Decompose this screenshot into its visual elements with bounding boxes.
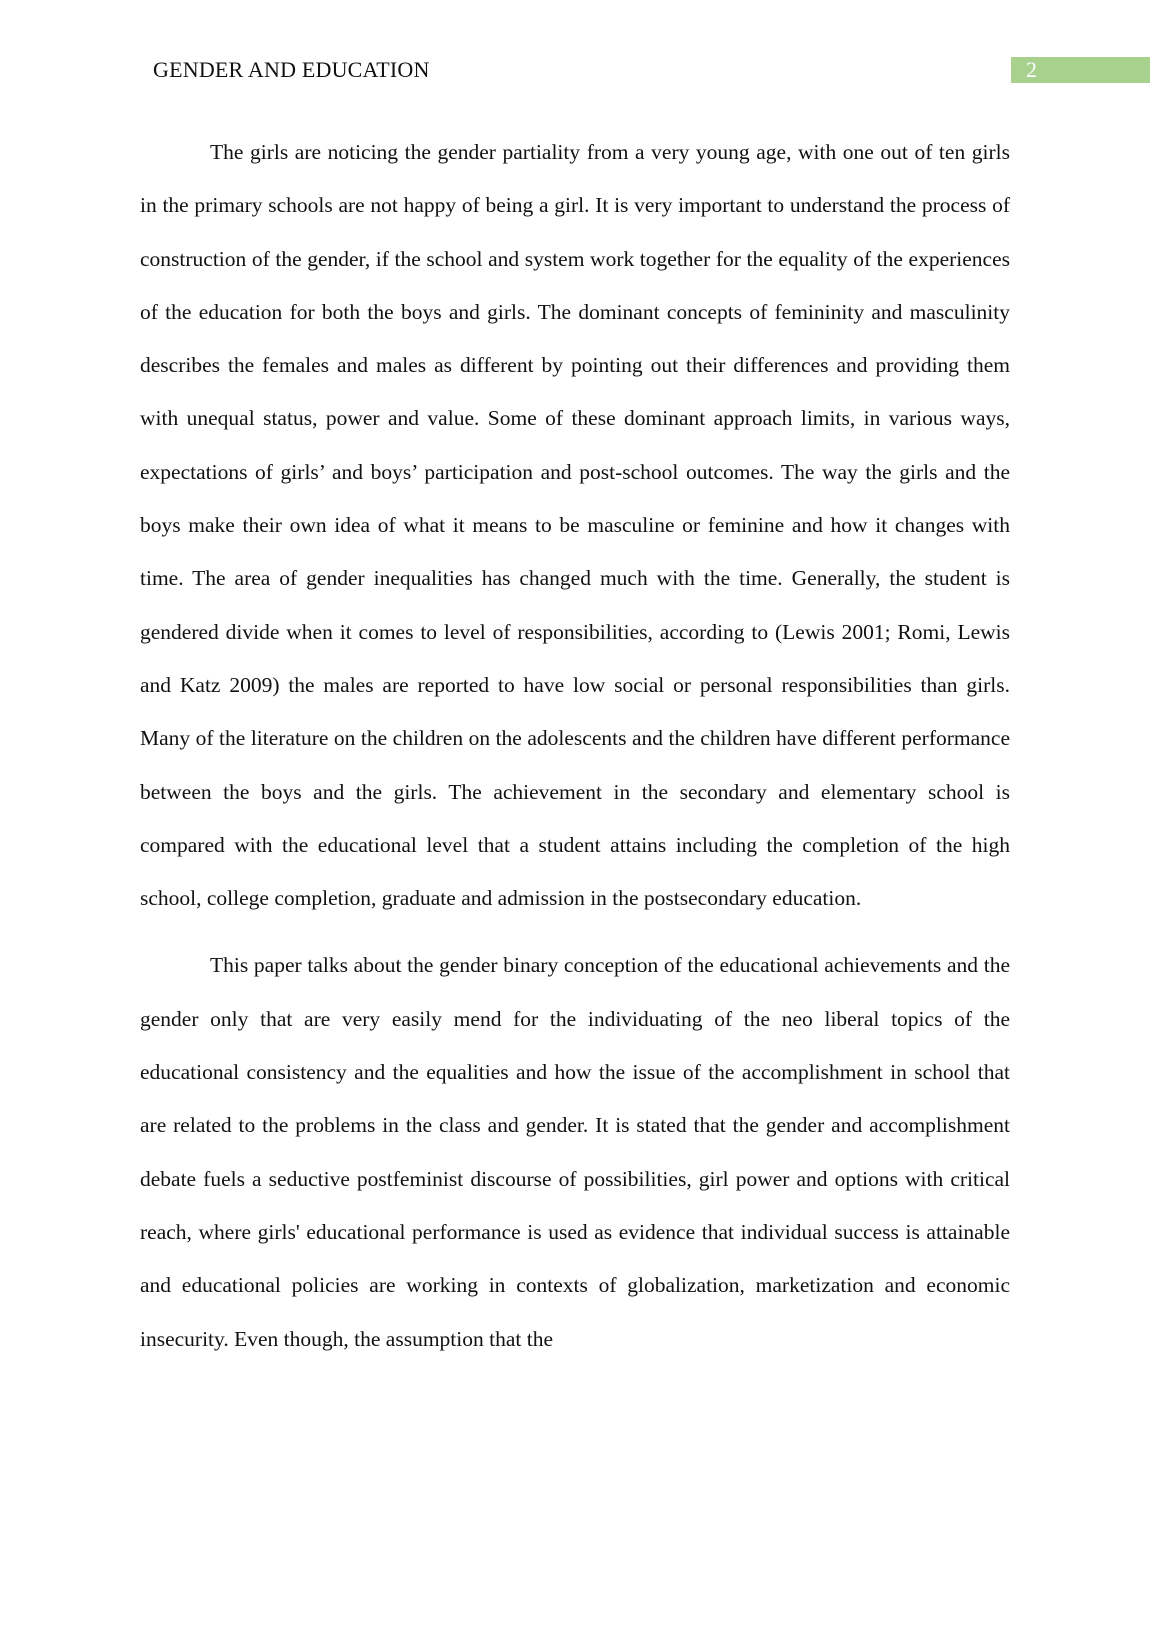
page-number: 2 bbox=[1011, 57, 1150, 83]
running-head: GENDER AND EDUCATION bbox=[153, 57, 430, 82]
body-text bbox=[140, 126, 1010, 1366]
paragraph: This paper talks about the gender binary conception of the educational achievements and the gender only that are very easily mend for the individuating of the neo liberal topics of the educational consistency and the equalities and how the issue of the accomplishment in school that are related to the problems in the class and gender. It is stated that the gender and accomplishment debate fuels a seductive postfeminist discourse of possibilities, girl power and options with critical reach, where girls' educational performance is used as evidence that individual success is attainable and educational policies are working in contexts of globalization, marketization and economic insecurity. Even though, the assumption that the bbox=[140, 953, 1010, 1351]
paragraph: The girls are noticing the gender partiality from a very young age, with one out of ten girls in the primary schools are not happy of being a girl. It is very important to understand the process of construction of the gender, if the school and system work together for the equality of the experiences of the education for both the boys and girls. The dominant concepts of femininity and masculinity describes the females and males as different by pointing out their differences and providing them with unequal status, power and value. Some of these dominant approach limits, in various ways, expectations of girls’ and boys’ participation and post-school outcomes. The way the girls and the boys make their own idea of what it means to be masculine or feminine and how it changes with time. The area of gender inequalities has changed much with the time. Generally, the student is gendered divide when it comes to level of responsibilities, according to (Lewis 2001; Romi, Lewis and Katz 2009) the males are reported to have low social or personal responsibilities than girls. Many of the literature on the children on the adolescents and the children have different performance between the boys and the girls. The achievement in the secondary and elementary school is compared with the educational level that a student attains including the completion of the high school, college completion, graduate and admission in the postsecondary education. bbox=[140, 140, 1010, 911]
